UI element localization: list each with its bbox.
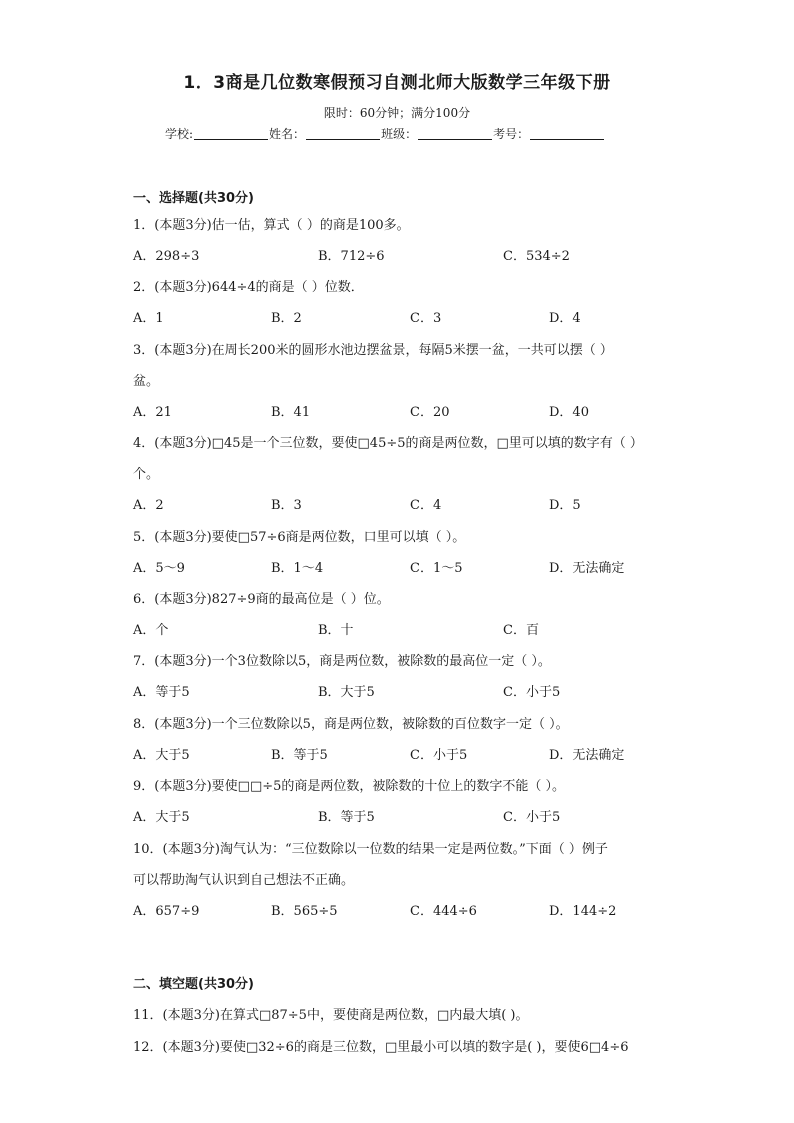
- option-c: C．4: [410, 498, 442, 513]
- school-label: 学校:: [165, 127, 194, 141]
- question-options: [133, 744, 693, 762]
- page-title: 1．3商是几位数寒假预习自测北师大版数学三年级下册: [183, 73, 611, 93]
- class-blank[interactable]: [418, 127, 492, 140]
- option-d: D．5: [549, 498, 581, 513]
- fill-question-text: 11．(本题3分)在算式□87÷5中，要使商是两位数，□内最大填( )。: [133, 1008, 529, 1023]
- option-a: A．21: [133, 405, 172, 420]
- option-c: C．小于5: [503, 810, 561, 825]
- option-a: A．大于5: [133, 810, 190, 825]
- question-text: 2．(本题3分)644÷4的商是（ ）位数．: [133, 280, 364, 295]
- question-options: [133, 619, 693, 637]
- question-options: [133, 494, 693, 512]
- option-b: B．41: [271, 405, 311, 420]
- question-text-continued: 个。: [133, 467, 160, 482]
- option-b: B．3: [271, 498, 302, 513]
- school-blank[interactable]: [194, 127, 268, 140]
- question-options: [133, 681, 693, 699]
- section-heading-choice: 一、选择题(共30分): [133, 191, 254, 206]
- option-b: B．1～4: [271, 561, 324, 576]
- option-d: D．144÷2: [549, 904, 617, 919]
- option-c: C．444÷6: [410, 904, 477, 919]
- question-text-continued: 盆。: [133, 374, 160, 389]
- question-options: [133, 557, 693, 575]
- option-b: B．等于5: [271, 748, 328, 763]
- class-label: 班级：: [381, 127, 418, 141]
- option-d: D．无法确定: [549, 561, 625, 576]
- question-options: [133, 806, 693, 824]
- option-b: B．大于5: [318, 685, 375, 700]
- question-options: [133, 245, 693, 263]
- name-label: 姓名：: [269, 127, 306, 141]
- option-c: C．1～5: [410, 561, 463, 576]
- question-text: 7．(本题3分)一个3位数除以5，商是两位数，被除数的最高位一定（ ）。: [133, 654, 551, 669]
- option-c: C．百: [503, 623, 539, 638]
- section-heading-fill: 二、填空题(共30分): [133, 977, 254, 992]
- option-c: C．534÷2: [503, 249, 570, 264]
- name-blank[interactable]: [306, 127, 380, 140]
- question-text: 5．(本题3分)要使□57÷6商是两位数，口里可以填（ ）。: [133, 530, 466, 545]
- question-text: 4．(本题3分)□45是一个三位数，要使□45÷5的商是两位数，□里可以填的数字有（ ）: [133, 436, 643, 451]
- option-a: A．1: [133, 311, 164, 326]
- question-text-continued: 可以帮助淘气认识到自己想法不正确。: [133, 873, 355, 888]
- option-c: C．小于5: [503, 685, 561, 700]
- option-b: B．565÷5: [271, 904, 338, 919]
- question-text: 3．(本题3分)在周长200米的圆形水池边摆盆景，每隔5米摆一盆，一共可以摆（ ）: [133, 343, 613, 358]
- option-b: B．2: [271, 311, 302, 326]
- option-a: A．2: [133, 498, 164, 513]
- option-c: C．小于5: [410, 748, 468, 763]
- option-c: C．3: [410, 311, 442, 326]
- option-a: A．5～9: [133, 561, 185, 576]
- option-b: B．十: [318, 623, 354, 638]
- question-options: [133, 401, 693, 419]
- fill-question-text: 12．(本题3分)要使□32÷6的商是三位数，□里最小可以填的数字是( )，要使6□4÷6: [133, 1040, 629, 1055]
- option-a: A．个: [133, 623, 169, 638]
- option-a: A．等于5: [133, 685, 190, 700]
- exam-number-blank[interactable]: [530, 127, 604, 140]
- time-score-note: 限时：60分钟；满分100分: [323, 106, 471, 120]
- option-c: C．20: [410, 405, 450, 420]
- option-d: D．40: [549, 405, 589, 420]
- question-text: 9．(本题3分)要使□□÷5的商是两位数，被除数的十位上的数字不能（ ）。: [133, 779, 566, 794]
- option-a: A．大于5: [133, 748, 190, 763]
- student-info-line: [165, 125, 605, 142]
- exam-number-label: 考号：: [493, 127, 530, 141]
- question-options: [133, 307, 693, 325]
- question-text: 10．(本题3分)淘气认为：“三位数除以一位数的结果一定是两位数。”下面（ ）例子: [133, 842, 608, 857]
- option-a: A．657÷9: [133, 904, 200, 919]
- option-d: D．无法确定: [549, 748, 625, 763]
- option-a: A．298÷3: [133, 249, 200, 264]
- question-options: [133, 900, 693, 918]
- option-b: B．712÷6: [318, 249, 385, 264]
- option-b: B．等于5: [318, 810, 375, 825]
- question-text: 6．(本题3分)827÷9商的最高位是（ ）位。: [133, 592, 390, 607]
- question-text: 8．(本题3分)一个三位数除以5，商是两位数，被除数的百位数字一定（ ）。: [133, 717, 569, 732]
- question-text: 1．(本题3分)估一估，算式（ ）的商是100多。: [133, 218, 410, 233]
- option-d: D．4: [549, 311, 581, 326]
